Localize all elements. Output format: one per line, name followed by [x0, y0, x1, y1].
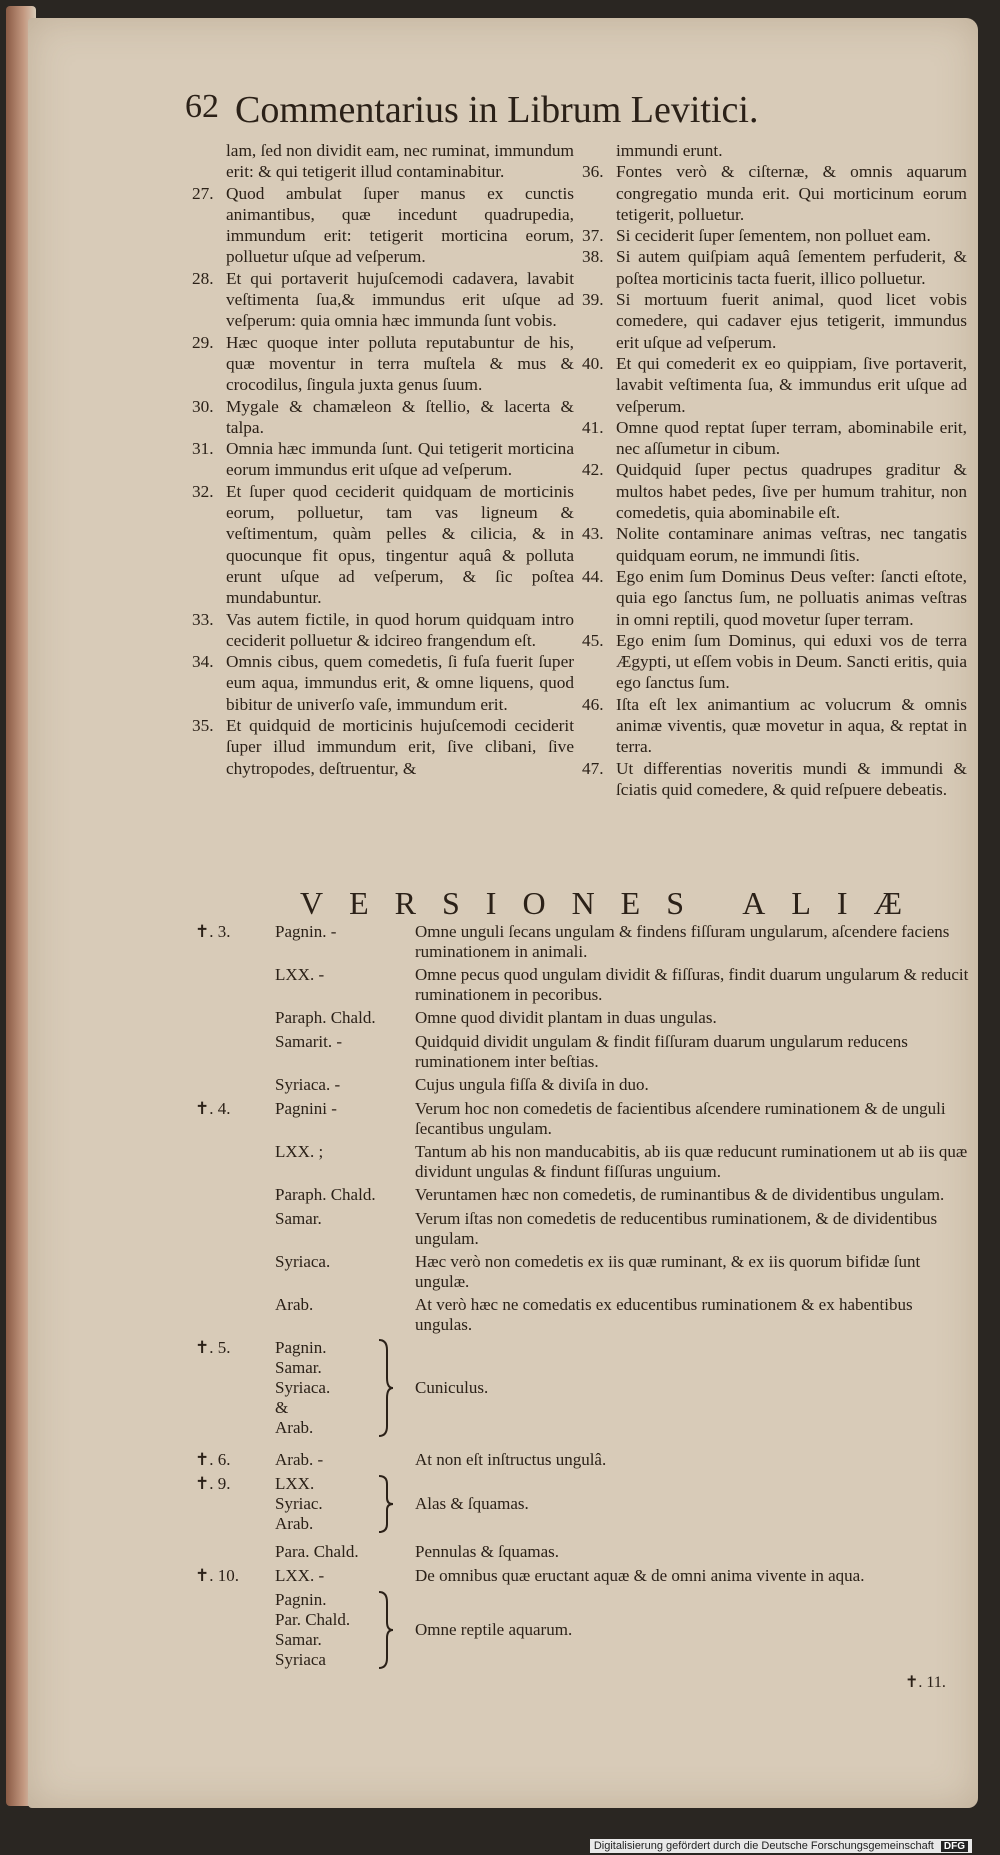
verse [582, 758, 967, 801]
variant-text: At verò hæc ne comedatis ex educentibus ruminationem & ex habentibus ungulas. [415, 1295, 913, 1334]
verse-number: 38. [582, 247, 604, 267]
variant-source: Paraph. Chald. [275, 1008, 376, 1027]
verse-number: 34. [192, 652, 214, 672]
verse-text: Et qui portaverit hujuſcemodi cadavera, lavabit veſtimenta ſua,& immundus erit uſque ad veſperum: quia omnia hæc immunda ſunt vobis. [226, 268, 574, 331]
page-header [185, 88, 835, 138]
variant-row [195, 965, 970, 1004]
variant-row-6 [195, 1450, 970, 1470]
variant-row [195, 1185, 970, 1205]
verse [582, 140, 967, 161]
verse-number: 40. [582, 353, 604, 373]
verse [582, 246, 967, 289]
verse-text: Et ſuper quod ceciderit quidquam de morticinis eorum, polluetur, tam vas ligneum & veſtimentum, quàm pelles & cilicia, & in quocunque fit opus, tingentur aquâ & polluta erunt uſque ad veſperum, & ſic poſtea mundabuntur. [226, 481, 574, 608]
verse-text: Hæc quoque inter polluta reputabuntur de his, quæ moventur in terra muſtela & mus & crocodilus, ſingula juxta genus ſuum. [226, 332, 574, 395]
verse-text: Omnia hæc immunda ſunt. Qui tetigerit morticina eorum immundus erit uſque ad veſperum. [226, 439, 574, 480]
variant-ref: ✝. 5. [195, 1338, 231, 1357]
variant-source: LXX. ; [275, 1142, 324, 1161]
catchword: ✝. 11. [905, 1674, 946, 1691]
verse [582, 523, 967, 566]
verse [192, 332, 574, 396]
verse-number: 32. [192, 481, 214, 501]
verse-text: Et quidquid de morticinis hujuſcemodi ceciderit ſuper illud immundum erit, ſive clibani, ſive chytropodes, deſtruentur, & [226, 716, 574, 778]
variant-row [195, 1032, 970, 1071]
verse-text: Iſta eſt lex animantium ac volucrum & omnis animæ viventis, quæ movetur in aqua, & reptat in terra. [616, 694, 967, 757]
variant-text: Omne pecus quod ungulam dividit & fiſſuras, findit duarum ungularum & reducit ruminationem in pecoribus. [415, 965, 969, 1004]
variant-source: Par. Chald. [275, 1610, 351, 1629]
page-number: 62 [185, 88, 219, 125]
verse-number: 37. [582, 226, 604, 246]
variant-source: Samar. [275, 1630, 322, 1649]
variant-source: Arab. [275, 1418, 314, 1437]
variant-ref: ✝. 9. [195, 1474, 231, 1493]
variant-source: Syriaca. [275, 1252, 331, 1271]
verse-number: 42. [582, 460, 604, 480]
variant-source: Samar. [275, 1358, 322, 1377]
variant-row [195, 1142, 970, 1181]
variant-text: Hæc verò non comedetis ex iis quæ ruminant, & ex iis quorum bifidæ ſunt ungulæ. [415, 1252, 921, 1291]
verse [192, 715, 574, 779]
variant-text: Verum hoc non comedetis de facientibus aſcendere ruminationem & de unguli ſecantibus ungulam. [415, 1099, 946, 1138]
variant-row [195, 1099, 970, 1138]
verse [192, 651, 574, 715]
verse-text: Ego enim ſum Dominus, qui eduxi vos de terra Ægypti, ut eſſem vobis in Deum. Sancti eritis, quia ego ſanctus ſum. [616, 630, 967, 693]
variant-text: Verum iſtas non comedetis de reducentibus ruminationem, & de dividentibus ungulam. [415, 1209, 938, 1248]
variant-source: Syriaca. [275, 1378, 331, 1397]
right-column [582, 140, 967, 800]
verse [582, 353, 967, 417]
running-title: Commentarius in Librum Levitici. [235, 89, 759, 131]
variant-text: Cujus ungula fiſſa & diviſa in duo. [415, 1075, 649, 1094]
verse-number: 30. [192, 396, 214, 416]
variant-text: Omne quod dividit plantam in duas ungulas. [415, 1008, 717, 1027]
variant-source: Pagnin. [275, 1338, 327, 1357]
variant-text: Tantum ab his non manducabitis, ab iis quæ reducunt ruminationem ut ab iis quæ dividunt ungulas & findunt fiſſuras unguium. [415, 1142, 968, 1181]
verse-number: 44. [582, 566, 604, 586]
verse-number: 46. [582, 694, 604, 714]
verse-text: Omne quod reptat ſuper terram, abominabile erit, nec aſſumetur in cibum. [616, 417, 967, 459]
variant-source: Arab. - [275, 1450, 324, 1469]
variant-text: At non eſt inſtructus ungulâ. [415, 1450, 607, 1469]
verse-number: 28. [192, 268, 214, 288]
verse-number: 43. [582, 524, 604, 544]
variant-group-9 [195, 1474, 970, 1538]
verse [582, 289, 967, 353]
left-column [192, 140, 574, 779]
dfg-logo: DFG [941, 1841, 968, 1852]
variant-text: Quidquid dividit ungulam & findit fiſſuram duarum ungularum reducens ruminationem inter beſtias. [415, 1032, 908, 1071]
verse-text: Ego enim ſum Dominus Deus veſter: ſancti eſtote, quia ego ſanctus ſum, ne polluatis animas veſtras in omni reptili, quod movetur ſuper terram. [616, 566, 967, 629]
variant-row [195, 1008, 970, 1028]
verse-number: 36. [582, 162, 604, 182]
variant-source: Para. Chald. [275, 1542, 359, 1561]
verse-text: Vas autem fictile, in quod horum quidquam intro ceciderit polluetur & idcireo frangendum eſt. [226, 609, 574, 650]
footer-credit [590, 1839, 972, 1853]
variant-source: Samar. [275, 1209, 322, 1228]
variant-row [195, 1252, 970, 1291]
verse [582, 459, 967, 523]
variant-ref: ✝. 3. [195, 922, 231, 941]
variant-ref: ✝. 6. [195, 1450, 231, 1469]
variant-text: Omne unguli ſecans ungulam & findens fiſſuram ungularum, aſcendere faciens ruminationem in animali. [415, 922, 950, 961]
verse [582, 161, 967, 225]
variant-source: Paraph. Chald. [275, 1185, 376, 1204]
verse-number: 33. [192, 609, 214, 629]
verse [582, 566, 967, 630]
variant-source: Pagnin. - [275, 922, 337, 941]
verse [192, 140, 574, 183]
verse-text: Si mortuum fuerit animal, quod licet vobis comedere, qui cadaver ejus tetigerit, immundus erit uſque ad veſperum. [616, 290, 967, 352]
variant-text: Omne reptile aquarum. [415, 1620, 573, 1639]
verse [582, 417, 967, 460]
footer-credit-text: Digitalisierung gefördert durch die Deutsche Forschungsgemeinschaft [593, 1840, 934, 1852]
variant-source: Syriaca [275, 1650, 326, 1669]
verse [192, 481, 574, 609]
variant-row-10 [195, 1566, 970, 1586]
verse-number: 47. [582, 758, 604, 778]
verse [192, 438, 574, 481]
verse-text: Ut differentias noveritis mundi & immundi & ſciatis quid comedere, & quid reſpuere debeatis. [616, 758, 967, 799]
variant-group-5 [195, 1338, 970, 1446]
verse-text: Mygale & chamæleon & ſtellio, & lacerta & talpa. [226, 396, 574, 437]
variant-source: LXX. - [275, 1566, 325, 1585]
variant-row [195, 1075, 970, 1095]
variant-group-10 [195, 1590, 970, 1674]
verse-text: Si autem quiſpiam aquâ ſementem perfuderit, & poſtea morticinis tacta fuerit, illico polluetur. [616, 247, 967, 288]
verse [192, 183, 574, 268]
verse-text: Omnis cibus, quem comedetis, ſi fuſa fuerit ſuper eum aqua, immundus erit, & omne liquens, quod bibitur de univerſo vaſe, immundum erit. [226, 652, 574, 714]
variant-source: Pagnin. [275, 1590, 327, 1609]
verse-text: Si ceciderit ſuper ſementem, non polluet eam. [616, 226, 931, 246]
variant-source: Syriaca. - [275, 1075, 341, 1094]
variant-source: Arab. [275, 1295, 314, 1314]
variant-text: Cuniculus. [415, 1378, 489, 1397]
verse-text: Et qui comederit ex eo quippiam, ſive portaverit, lavabit veſtimenta ſua, & immundus erit uſque ad veſperum. [616, 353, 967, 416]
verse-number: 41. [582, 417, 604, 437]
variants-list [195, 922, 970, 1678]
verse-text: Quod ambulat ſuper manus ex cunctis animantibus, quæ incedunt quadrupedia, immundum erit: tetigerit morticina eorum, polluetur uſque ad veſperum. [226, 183, 574, 267]
variant-source: Pagnini - [275, 1099, 337, 1118]
variant-row [195, 1295, 970, 1334]
variant-row [195, 922, 970, 961]
verse [582, 694, 967, 758]
verse [192, 609, 574, 652]
verse-text: Quidquid ſuper pectus quadrupes graditur & multos habet pedes, ſive per humum trahitur, non comedetis, quia abominabile eſt. [616, 460, 967, 523]
variant-ref: ✝. 10. [195, 1566, 239, 1585]
variant-text: Veruntamen hæc non comedetis, de ruminantibus & de dividentibus ungulam. [415, 1185, 945, 1204]
variant-source: Syriac. [275, 1494, 323, 1513]
verse-text: Nolite contaminare animas veſtras, nec tangatis quidquam eorum, ne immundi ſitis. [616, 524, 967, 565]
variant-row-9b [195, 1542, 970, 1562]
verse-text: Fontes verò & ciſternæ, & omnis aquarum congregatio munda erit. Qui morticinum eorum tetigerit, polluetur. [616, 162, 967, 224]
verse-number: 29. [192, 332, 214, 352]
verse [582, 630, 967, 694]
variant-text: Alas & ſquamas. [415, 1494, 529, 1513]
verse-number: 31. [192, 439, 214, 459]
brace-icon [375, 1474, 395, 1534]
verse-text: immundi erunt. [616, 141, 723, 160]
variant-text: Pennulas & ſquamas. [415, 1542, 560, 1561]
brace-icon [375, 1338, 395, 1438]
variant-source: & [275, 1398, 289, 1417]
variant-source: LXX. [275, 1474, 315, 1493]
verse-text: lam, ſed non dividit eam, nec ruminat, immundum erit: & qui tetigerit illud contaminabitur. [226, 141, 574, 182]
verse [192, 268, 574, 332]
variant-source: LXX. - [275, 965, 325, 984]
verse-number: 27. [192, 183, 214, 203]
variant-row [195, 1209, 970, 1248]
verse-number: 35. [192, 716, 214, 736]
section-title: VERSIONES ALIÆ [300, 885, 929, 921]
variant-text: De omnibus quæ eructant aquæ & de omni anima vivente in aqua. [415, 1566, 865, 1585]
verse [582, 225, 967, 246]
verse-number: 39. [582, 290, 604, 310]
variant-ref: ✝. 4. [195, 1099, 231, 1118]
variant-source: Samarit. - [275, 1032, 343, 1051]
verse-number: 45. [582, 630, 604, 650]
verse [192, 396, 574, 439]
brace-icon [375, 1590, 395, 1670]
variant-source: Arab. [275, 1514, 314, 1533]
